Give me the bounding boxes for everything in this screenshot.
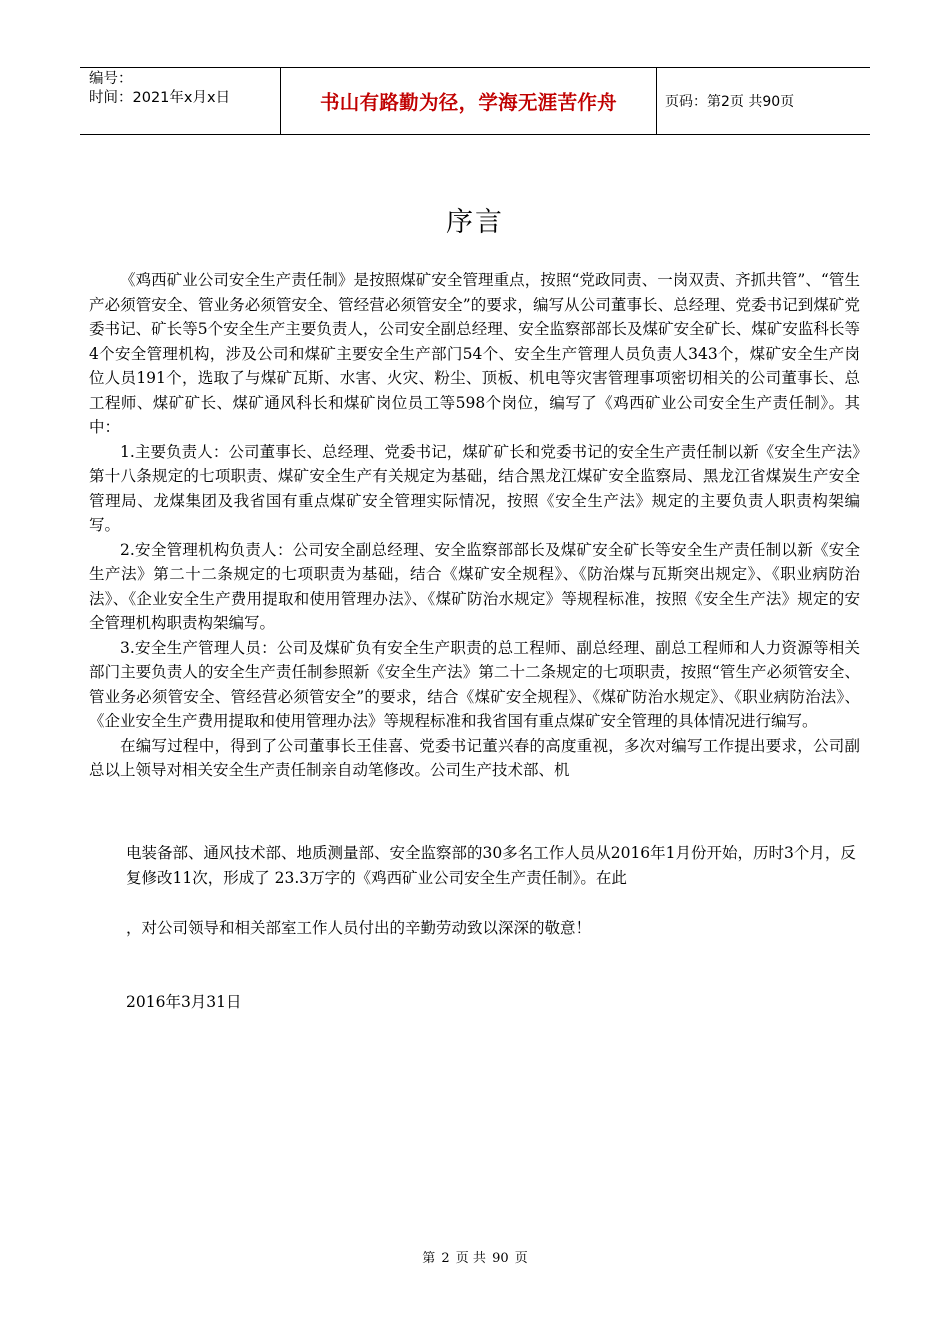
footer-prefix: 第 — [422, 1251, 436, 1266]
footer-suffix: 页 — [514, 1251, 528, 1266]
page-header — [80, 67, 870, 135]
footer-middle: 页 共 — [455, 1251, 486, 1266]
header-meta — [80, 68, 281, 134]
page-footer — [0, 1247, 950, 1266]
footer-page: 2 — [441, 1251, 450, 1266]
paragraph-main-leaders: 1.主要负责人：公司董事长、总经理、党委书记，煤矿矿长和党委书记的安全生产责任制以新《安全生产法》第十八条规定的七项职责、煤矿安全生产有关规定为基础，结合黑龙江煤矿安全监察局、黑龙江省煤炭生产安全管理局、龙煤集团及我省国有重点煤矿安全管理实际情况，按照《安全生产法》规定的主要负责人职责构架编写。 — [89, 442, 860, 534]
header-page-number: 页码：第2页 共90页 — [665, 94, 795, 110]
preface-body — [89, 268, 860, 783]
page-title: 序言 — [446, 207, 504, 238]
paragraph-closing: ，对公司领导和相关部室工作人员付出的辛勤劳动致以深深的敬意！ — [126, 919, 592, 937]
paragraph-acknowledgement: 在编写过程中，得到了公司董事长王佳喜、党委书记董兴春的高度重视，多次对编写工作提出要求，公司副总以上领导对相关安全生产责任制亲自动笔修改。公司生产技术部、机 — [89, 736, 860, 779]
paragraph-safety-agency: 2.安全管理机构负责人：公司安全副总经理、安全监察部部长及煤矿安全矿长等安全生产责任制以新《安全生产法》第二十二条规定的七项职责为基础，结合《煤矿安全规程》、《防治煤与瓦斯突出规定》、《职业病防治法》、《企业安全生产费用提取和使用管理办法》、《煤矿防治水规定》等规程标准，按照《安全生产法》规定的安全管理机构职责构架编写。 — [89, 540, 860, 632]
paragraph-intro: 《鸡西矿业公司安全生产责任制》是按照煤矿安全管理重点，按照“党政同责、一岗双责、齐抓共管”、“管生产必须管安全、管业务必须管安全、管经营必须管安全”的要求，编写从公司董事长、总经理、党委书记到煤矿党委书记、矿长等5个安全生产主要负责人，公司安全副总经理、安全监察部部长及煤矿安全矿长、煤矿安监科长等4个安全管理机构，涉及公司和煤矿主要安全生产部门54个、安全生产管理人员负责人343个，煤矿安全生产岗位人员191个，选取了与煤矿瓦斯、水害、火灾、粉尘、顶板、机电等灾害管理事项密切相关的公司董事长、总工程师、煤矿矿长、煤矿通风科长和煤矿岗位员工等598个岗位，编写了《鸡西矿业公司安全生产责任制》。其中： — [89, 271, 860, 436]
footer-total: 90 — [492, 1251, 509, 1266]
header-motto: 书山有路勤为径，学海无涯苦作舟 — [281, 68, 657, 134]
paragraph-safety-managers: 3.安全生产管理人员：公司及煤矿负有安全生产职责的总工程师、副总经理、副总工程师和人力资源等相关部门主要负责人的安全生产责任制参照新《安全生产法》第二十二条规定的七项职责，按照“管生产必须管安全、管业务必须管安全、管经营必须管安全”的要求，结合《煤矿安全规程》、《煤矿防治水规定》、《职业病防治法》、《企业安全生产费用提取和使用管理办法》等规程标准和我省国有重点煤矿安全管理的具体情况进行编写。 — [89, 638, 860, 730]
paragraph-continuation: 电装备部、通风技术部、地质测量部、安全监察部的30多名工作人员从2016年1月份开始，历时3个月，反复修改11次，形成了 23.3万字的《鸡西矿业公司安全生产责任制》。在此 — [126, 844, 856, 887]
signature-date: 2016年3月31日 — [126, 993, 242, 1011]
document-time-label: 时间：2021年x月x日 — [89, 90, 231, 106]
document-number-label: 编号： — [89, 71, 133, 87]
